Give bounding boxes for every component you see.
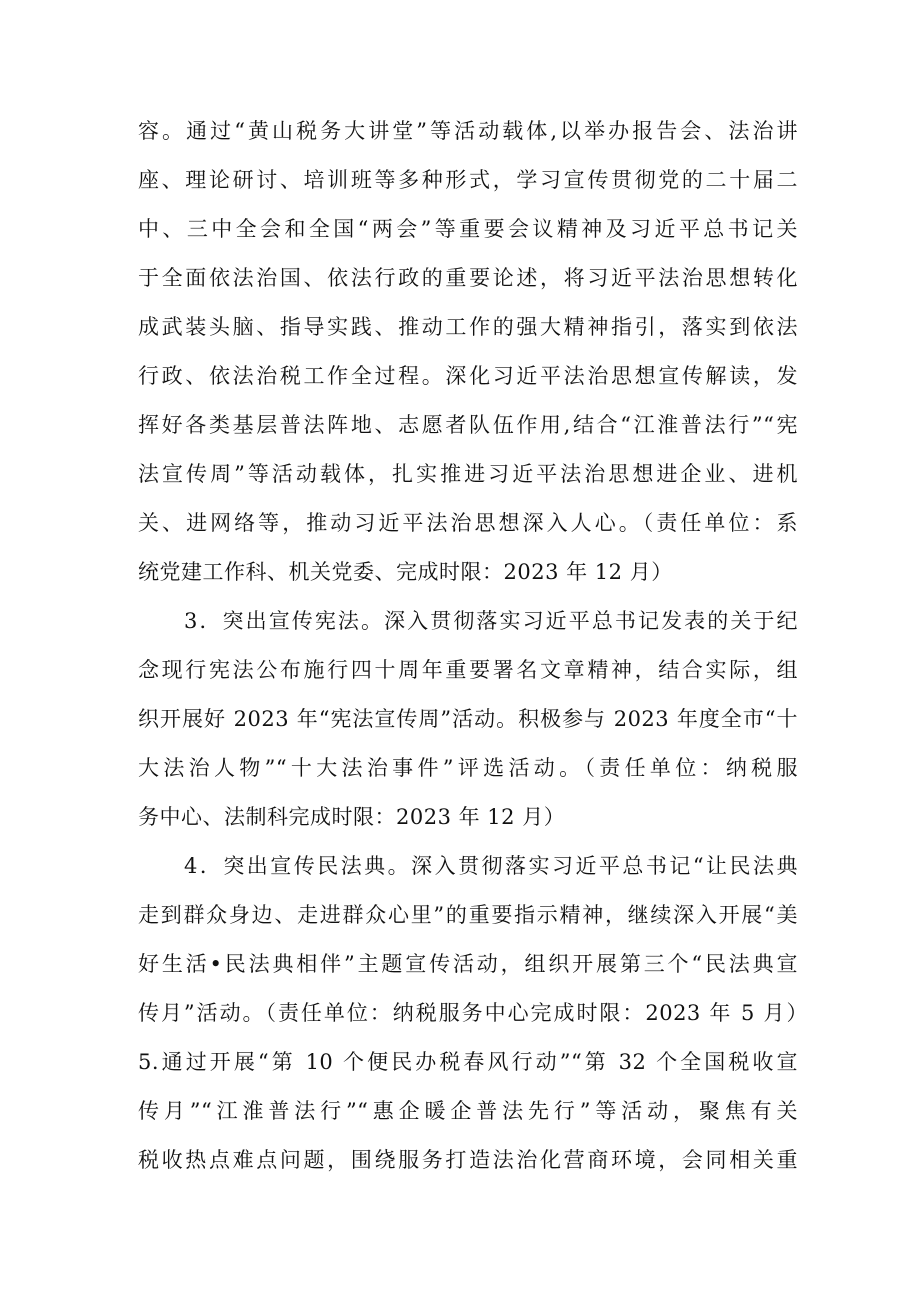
text-line: 座、理论研讨、培训班等多种形式，学习宣传贯彻党的二十届二 xyxy=(138,168,798,192)
text-line: 中、三中全会和全国“两会”等重要会议精神及习近平总书记关 xyxy=(138,217,798,241)
paragraph-3-start: 3．突出宣传宪法。深入贯彻落实习近平总书记发表的关于纪 xyxy=(184,609,798,633)
text-line: 念现行宪法公布施行四十周年重要署名文章精神，结合实际，组 xyxy=(138,658,798,682)
text-line: 传月”“江淮普法行”“惠企暖企普法先行”等活动，聚焦有关 xyxy=(138,1099,798,1123)
text-line: 税收热点难点问题，围绕服务打造法治化营商环境，会同相关重 xyxy=(138,1148,798,1172)
text-line: 大法治人物”“十大法治事件”评选活动。（责任单位：纳税服 xyxy=(138,756,798,780)
text-line: 容。通过“黄山税务大讲堂”等活动载体,以举办报告会、法治讲 xyxy=(138,119,798,143)
paragraph-4-start: 4．突出宣传民法典。深入贯彻落实习近平总书记“让民法典 xyxy=(184,854,798,878)
text-line: 务中心、法制科完成时限：2023 年 12 月） xyxy=(138,805,566,829)
text-line: 行政、依法治税工作全过程。深化习近平法治思想宣传解读，发 xyxy=(138,364,798,388)
text-line: 成武装头脑、指导实践、推动工作的强大精神指引，落实到依法 xyxy=(138,315,798,339)
text-line: 关、进网络等，推动习近平法治思想深入人心。（责任单位：系 xyxy=(138,511,798,535)
text-line: 于全面依法治国、依法行政的重要论述，将习近平法治思想转化 xyxy=(138,266,798,290)
text-line: 走到群众身边、走进群众心里”的重要指示精神，继续深入开展“美 xyxy=(138,903,798,927)
text-line: 挥好各类基层普法阵地、志愿者队伍作用,结合“江淮普法行”“宪 xyxy=(138,413,798,437)
text-line: 传月”活动。（责任单位：纳税服务中心完成时限：2023 年 5 月） xyxy=(138,1001,808,1025)
text-line: 统党建工作科、机关党委、完成时限：2023 年 12 月） xyxy=(138,560,673,584)
text-line: 好生活•民法典相伴”主题宣传活动，组织开展第三个“民法典宣 xyxy=(138,952,798,976)
text-line: 织开展好 2023 年“宪法宣传周”活动。积极参与 2023 年度全市“十 xyxy=(138,707,798,731)
text-line: 法宣传周”等活动载体，扎实推进习近平法治思想进企业、进机 xyxy=(138,462,798,486)
paragraph-5-start: 5.通过开展“第 10 个便民办税春风行动”“第 32 个全国税收宣 xyxy=(138,1050,798,1074)
